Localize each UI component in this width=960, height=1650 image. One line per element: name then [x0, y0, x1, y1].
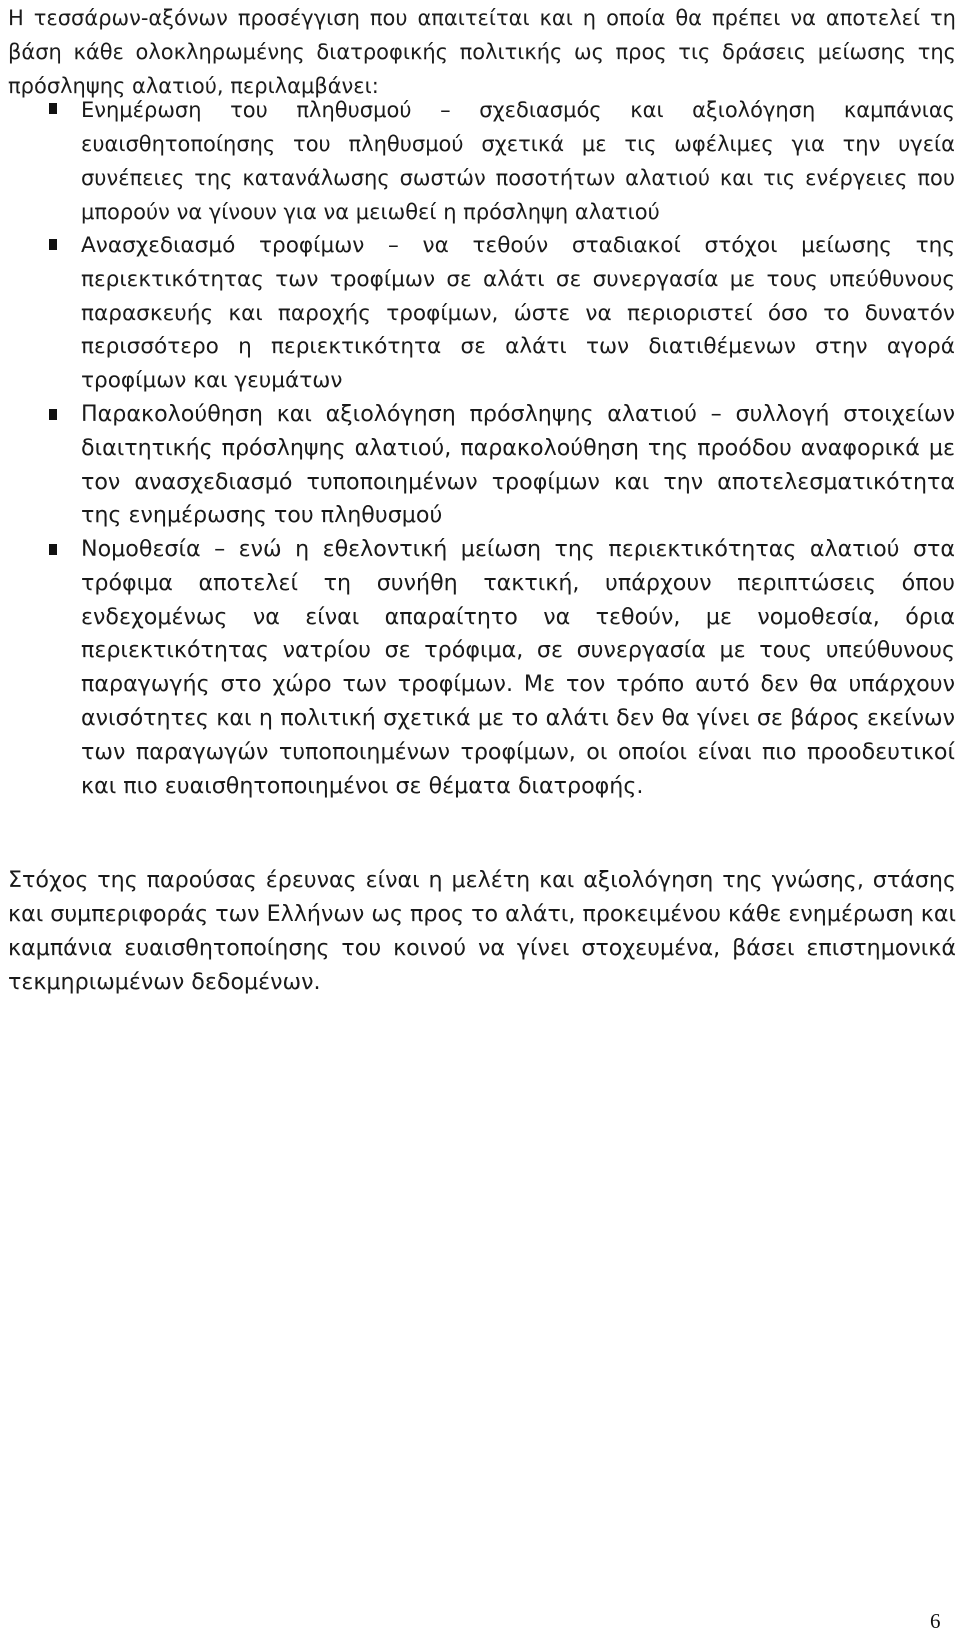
research-aim-paragraph: Στόχος της παρούσας έρευνας είναι η μελέτη και αξιολόγηση της γνώσης, στάσης και συμπεριφοράς των Ελλήνων ως προς το αλάτι, προκειμένου κάθε ενημέρωση και καμπάνια ευαισθητοποίησης του κοινού να γίνει στοχευμένα, βάσει επιστημονικά τεκμηριωμένων δεδομένων. [8, 867, 956, 995]
page-number: 6 [930, 1609, 941, 1633]
approach-list [0, 93, 960, 803]
list-item-food-reformulation [0, 229, 960, 398]
list-item-salt-intake-monitoring [0, 398, 960, 533]
list-item-legislation [0, 533, 960, 803]
square-bullet-icon [49, 544, 57, 555]
square-bullet-icon [49, 103, 57, 114]
list-item-text: Ανασχεδιασμό τροφίμων – να τεθούν σταδιακοί στόχοι μείωσης της περιεκτικότητας των τροφίμων σε αλάτι σε συνεργασία με τους υπεύθυνους παρασκευής και παροχής τροφίμων, ώστε να περιοριστεί όσο το δυνατόν περισσότερο η περιεκτικότητα σε αλάτι των διατιθέμενων στην αγορά τροφίμων και γευμάτων [81, 233, 955, 394]
list-item-population-awareness [0, 93, 960, 229]
square-bullet-icon [49, 409, 57, 420]
square-bullet-icon [49, 239, 57, 250]
list-item-text: Νομοθεσία – ενώ η εθελοντική μείωση της περιεκτικότητας αλατιού στα τρόφιμα αποτελεί τη συνήθη τακτική, υπάρχουν περιπτώσεις όπου ενδεχομένως να είναι απαραίτητο να τεθούν, με νομοθεσία, όρια περιεκτικότητας νατρίου σε τρόφιμα, σε συνεργασία με τους υπεύθυνους παραγωγής στο χώρο των τροφίμων. Με τον τρόπο αυτό δεν θα υπάρχουν ανισότητες και η πολιτική σχετικά με το αλάτι δεν θα γίνει σε βάρος εκείνων των παραγωγών τυποποιημένων τροφίμων, οι οποίοι είναι πιο προοδευτικοί και πιο ευαισθητοποιημένοι σε θέματα διατροφής. [81, 536, 955, 799]
list-item-text: Ενημέρωση του πληθυσμού – σχεδιασμός και αξιολόγηση καμπάνιας ευαισθητοποίησης του πληθυσμού σχετικά με τις ωφέλιμες για την υγεία συνέπειες της κατανάλωσης σωστών ποσοτήτων αλατιού και τις ενέργειες που μπορούν να γίνουν για να μειωθεί η πρόσληψη αλατιού [81, 98, 955, 224]
list-item-text: Παρακολούθηση και αξιολόγηση πρόσληψης αλατιού – συλλογή στοιχείων διαιτητικής πρόσληψης αλατιού, παρακολούθηση της προόδου αναφορικά με τον ανασχεδιασμό τυποποιημένων τροφίμων και την αποτελεσματικότητα της ενημέρωσης του πληθυσμού [81, 401, 955, 529]
intro-paragraph: Η τεσσάρων-αξόνων προσέγγιση που απαιτείται και η οποία θα πρέπει να αποτελεί τη βάση κάθε ολοκληρωμένης διατροφικής πολιτικής ως προς τις δράσεις μείωσης της πρόσληψης αλατιού, περιλαμβάνει: [8, 6, 956, 98]
